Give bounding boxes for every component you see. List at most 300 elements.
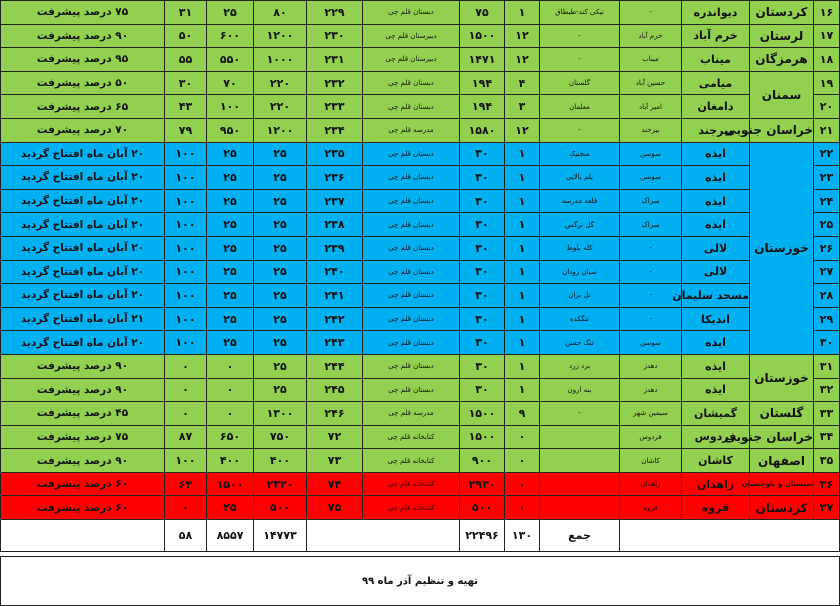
district-cell: خرم آباد bbox=[620, 24, 682, 48]
code-cell: ۲۴۳ bbox=[307, 331, 363, 355]
table-row bbox=[1, 1, 840, 25]
area-cell: ۳۰ bbox=[460, 189, 505, 213]
count-cell: ۱ bbox=[505, 260, 540, 284]
school-type-cell: دبستان قلم چی bbox=[363, 189, 460, 213]
village-cell bbox=[540, 472, 620, 496]
city-cell: ایذه bbox=[682, 378, 750, 402]
code-cell: ۲۳۸ bbox=[307, 213, 363, 237]
area-cell: ۳۰ bbox=[460, 307, 505, 331]
status-cell: ۹۰ درصد پیشرفت bbox=[1, 449, 165, 473]
village-cell: قلعه مدرسه bbox=[540, 189, 620, 213]
totals-label: جمع bbox=[540, 520, 620, 552]
value-b-cell: ۲۵ bbox=[207, 307, 254, 331]
count-cell: ۱۲ bbox=[505, 48, 540, 72]
district-cell: - bbox=[620, 1, 682, 25]
table-row bbox=[1, 95, 840, 119]
table-row bbox=[1, 402, 840, 426]
count-cell: ۱ bbox=[505, 189, 540, 213]
value-b-cell: ۱۵۰۰ bbox=[207, 472, 254, 496]
value-c-cell: ۱۰۰ bbox=[165, 166, 207, 190]
table-row bbox=[1, 71, 840, 95]
district-cell: زاهدان bbox=[620, 472, 682, 496]
value-b-cell: ۲۵ bbox=[207, 284, 254, 308]
value-c-cell: ۳۰ bbox=[165, 71, 207, 95]
status-cell: ۷۰ درصد پیشرفت bbox=[1, 118, 165, 142]
code-cell: ۷۴ bbox=[307, 472, 363, 496]
value-a-cell: ۴۰۰ bbox=[254, 449, 307, 473]
village-cell bbox=[540, 449, 620, 473]
table-row bbox=[1, 236, 840, 260]
value-a-cell: ۱۰۰۰ bbox=[254, 48, 307, 72]
village-cell: - bbox=[540, 24, 620, 48]
value-c-cell: ۱۰۰ bbox=[165, 307, 207, 331]
school-type-cell: دبستان قلم چی bbox=[363, 213, 460, 237]
school-type-cell: دبستان قلم چی bbox=[363, 284, 460, 308]
status-cell: ۷۵ درصد پیشرفت bbox=[1, 425, 165, 449]
village-cell: سیان رودان bbox=[540, 260, 620, 284]
village-cell: - bbox=[540, 48, 620, 72]
area-cell: ۱۹۴ bbox=[460, 71, 505, 95]
province-cell: خراسان جنوبی bbox=[750, 425, 814, 449]
value-b-cell: ۶۰۰ bbox=[207, 24, 254, 48]
city-cell: میناب bbox=[682, 48, 750, 72]
district-cell: دهدز bbox=[620, 354, 682, 378]
area-cell: ۳۰ bbox=[460, 166, 505, 190]
value-c-cell: ۷۹ bbox=[165, 118, 207, 142]
table-row bbox=[1, 142, 840, 166]
village-cell: برد زرد bbox=[540, 354, 620, 378]
status-cell: ۹۵ درصد پیشرفت bbox=[1, 48, 165, 72]
count-cell: ۱۲ bbox=[505, 118, 540, 142]
city-cell: ایذه bbox=[682, 213, 750, 237]
value-b-cell: ۱۰۰ bbox=[207, 95, 254, 119]
code-cell: ۲۳۳ bbox=[307, 95, 363, 119]
value-a-cell: ۲۵ bbox=[254, 260, 307, 284]
table-row bbox=[1, 260, 840, 284]
district-cell: کاشان bbox=[620, 449, 682, 473]
count-cell: ۱ bbox=[505, 166, 540, 190]
city-cell: بیرجند bbox=[682, 118, 750, 142]
school-type-cell: دبستان قلم چی bbox=[363, 95, 460, 119]
area-cell: ۱۹۴ bbox=[460, 95, 505, 119]
code-cell: ۲۴۶ bbox=[307, 402, 363, 426]
count-cell: ۱ bbox=[505, 354, 540, 378]
code-cell: ۲۳۲ bbox=[307, 71, 363, 95]
district-cell: فردوس bbox=[620, 425, 682, 449]
row-number-cell: ۱۷ bbox=[814, 24, 840, 48]
area-cell: ۱۴۷۱ bbox=[460, 48, 505, 72]
value-b-cell: ۶۵۰ bbox=[207, 425, 254, 449]
status-cell: ۲۰ آبان ماه افتتاح گردید bbox=[1, 236, 165, 260]
school-type-cell: دبستان قلم چی bbox=[363, 71, 460, 95]
count-cell: ۱ bbox=[505, 378, 540, 402]
totals-value-c: ۵۸ bbox=[165, 520, 207, 552]
totals-blank-cell bbox=[1, 520, 165, 552]
school-type-cell: کتابخانه قلم چی bbox=[363, 472, 460, 496]
city-cell: دیواندره bbox=[682, 1, 750, 25]
value-b-cell: ۲۵ bbox=[207, 189, 254, 213]
area-cell: ۳۰ bbox=[460, 142, 505, 166]
count-cell: ۰ bbox=[505, 472, 540, 496]
value-b-cell: ۰ bbox=[207, 402, 254, 426]
code-cell: ۲۳۶ bbox=[307, 166, 363, 190]
province-cell: هرمزگان bbox=[750, 48, 814, 72]
village-cell: گل نرگس bbox=[540, 213, 620, 237]
status-cell: ۲۰ آبان ماه افتتاح گردید bbox=[1, 284, 165, 308]
district-cell: سوسن bbox=[620, 331, 682, 355]
status-cell: ۶۵ درصد پیشرفت bbox=[1, 95, 165, 119]
province-cell: لرستان bbox=[750, 24, 814, 48]
area-cell: ۷۵ bbox=[460, 1, 505, 25]
city-cell: لالی bbox=[682, 260, 750, 284]
row-number-cell: ۳۷ bbox=[814, 496, 840, 520]
table-row bbox=[1, 284, 840, 308]
value-a-cell: ۱۲۰۰ bbox=[254, 24, 307, 48]
value-a-cell: ۲۵ bbox=[254, 236, 307, 260]
value-b-cell: ۷۰ bbox=[207, 71, 254, 95]
value-c-cell: ۵۵ bbox=[165, 48, 207, 72]
city-cell: زاهدان bbox=[682, 472, 750, 496]
school-type-cell: مدرسه قلم چی bbox=[363, 118, 460, 142]
city-cell: مسجد سلیمان bbox=[682, 284, 750, 308]
city-cell: میامی bbox=[682, 71, 750, 95]
code-cell: ۲۴۵ bbox=[307, 378, 363, 402]
table-row bbox=[1, 496, 840, 520]
value-c-cell: ۴۳ bbox=[165, 95, 207, 119]
code-cell: ۲۴۲ bbox=[307, 307, 363, 331]
area-cell: ۳۰ bbox=[460, 213, 505, 237]
row-number-cell: ۲۸ bbox=[814, 284, 840, 308]
area-cell: ۲۹۳۰ bbox=[460, 472, 505, 496]
code-cell: ۲۳۵ bbox=[307, 142, 363, 166]
value-a-cell: ۲۵ bbox=[254, 307, 307, 331]
school-type-cell: دبستان قلم چی bbox=[363, 236, 460, 260]
district-cell: میناب bbox=[620, 48, 682, 72]
count-cell: ۱۲ bbox=[505, 24, 540, 48]
city-cell: ایذه bbox=[682, 166, 750, 190]
count-cell: ۹ bbox=[505, 402, 540, 426]
value-c-cell: ۱۰۰ bbox=[165, 260, 207, 284]
row-number-cell: ۲۹ bbox=[814, 307, 840, 331]
code-cell: ۲۳۴ bbox=[307, 118, 363, 142]
table-row bbox=[1, 425, 840, 449]
area-cell: ۹۰۰ bbox=[460, 449, 505, 473]
count-cell: ۱ bbox=[505, 1, 540, 25]
value-c-cell: ۱۰۰ bbox=[165, 331, 207, 355]
totals-blank-cell bbox=[620, 520, 840, 552]
row-number-cell: ۱۹ bbox=[814, 71, 840, 95]
value-b-cell: ۲۵ bbox=[207, 331, 254, 355]
count-cell: ۱ bbox=[505, 331, 540, 355]
row-number-cell: ۳۶ bbox=[814, 472, 840, 496]
area-cell: ۱۵۰۰ bbox=[460, 425, 505, 449]
table-row bbox=[1, 378, 840, 402]
totals-value-b: ۸۵۵۷ bbox=[207, 520, 254, 552]
code-cell: ۲۳۱ bbox=[307, 48, 363, 72]
value-c-cell: ۱۰۰ bbox=[165, 449, 207, 473]
status-cell: ۲۱ آبان ماه افتتاح گردید bbox=[1, 307, 165, 331]
value-a-cell: ۲۲۰ bbox=[254, 71, 307, 95]
school-type-cell: دبستان قلم چی bbox=[363, 307, 460, 331]
totals-row bbox=[1, 520, 840, 552]
status-cell: ۲۰ آبان ماه افتتاح گردید bbox=[1, 260, 165, 284]
totals-blank-cell bbox=[307, 520, 460, 552]
school-type-cell: مدرسه قلم چی bbox=[363, 402, 460, 426]
province-cell: اصفهان bbox=[750, 449, 814, 473]
province-cell: خوزستان bbox=[750, 142, 814, 354]
school-type-cell: دبستان قلم چی bbox=[363, 1, 460, 25]
value-c-cell: ۶۴ bbox=[165, 472, 207, 496]
district-cell: - bbox=[620, 260, 682, 284]
village-cell bbox=[540, 496, 620, 520]
school-type-cell: دبستان قلم چی bbox=[363, 166, 460, 190]
city-cell: کاشان bbox=[682, 449, 750, 473]
code-cell: ۷۵ bbox=[307, 496, 363, 520]
city-cell: ایذه bbox=[682, 331, 750, 355]
village-cell: - bbox=[540, 118, 620, 142]
value-b-cell: ۵۵۰ bbox=[207, 48, 254, 72]
value-a-cell: ۱۲۰۰ bbox=[254, 118, 307, 142]
code-cell: ۷۲ bbox=[307, 425, 363, 449]
row-number-cell: ۳۳ bbox=[814, 402, 840, 426]
district-cell: قروه bbox=[620, 496, 682, 520]
area-cell: ۳۰ bbox=[460, 284, 505, 308]
province-cell: کردستان bbox=[750, 1, 814, 25]
code-cell: ۲۳۰ bbox=[307, 24, 363, 48]
city-cell: قروه bbox=[682, 496, 750, 520]
status-cell: ۲۰ آبان ماه افتتاح گردید bbox=[1, 142, 165, 166]
village-cell: - bbox=[540, 402, 620, 426]
village-cell: معلمان bbox=[540, 95, 620, 119]
row-number-cell: ۲۶ bbox=[814, 236, 840, 260]
province-cell: سیستان و بلوچستان bbox=[750, 472, 814, 496]
province-cell: خوزستان bbox=[750, 354, 814, 401]
village-cell: نیکی کند-طیطاق bbox=[540, 1, 620, 25]
code-cell: ۷۳ bbox=[307, 449, 363, 473]
count-cell: ۰ bbox=[505, 449, 540, 473]
school-type-cell: کتابخانه قلم چی bbox=[363, 496, 460, 520]
village-cell: کله بلوط bbox=[540, 236, 620, 260]
city-cell: اندیکا bbox=[682, 307, 750, 331]
city-cell: ایذه bbox=[682, 189, 750, 213]
area-cell: ۳۰ bbox=[460, 236, 505, 260]
code-cell: ۲۲۹ bbox=[307, 1, 363, 25]
row-number-cell: ۳۱ bbox=[814, 354, 840, 378]
table-row bbox=[1, 331, 840, 355]
province-cell: سمنان bbox=[750, 71, 814, 118]
table-row bbox=[1, 472, 840, 496]
school-type-cell: دبستان قلم چی bbox=[363, 378, 460, 402]
value-b-cell: ۲۵ bbox=[207, 1, 254, 25]
count-cell: ۱ bbox=[505, 213, 540, 237]
value-c-cell: ۱۰۰ bbox=[165, 213, 207, 237]
value-a-cell: ۲۵ bbox=[254, 354, 307, 378]
row-number-cell: ۲۳ bbox=[814, 166, 840, 190]
code-cell: ۲۳۷ bbox=[307, 189, 363, 213]
district-cell: دهدز bbox=[620, 378, 682, 402]
village-cell: گلستان bbox=[540, 71, 620, 95]
value-c-cell: ۸۷ bbox=[165, 425, 207, 449]
count-cell: ۴ bbox=[505, 71, 540, 95]
table-row bbox=[1, 166, 840, 190]
row-number-cell: ۳۲ bbox=[814, 378, 840, 402]
table-row bbox=[1, 449, 840, 473]
city-cell: گمیشان bbox=[682, 402, 750, 426]
city-cell: ایذه bbox=[682, 354, 750, 378]
row-number-cell: ۲۰ bbox=[814, 95, 840, 119]
value-c-cell: ۱۰۰ bbox=[165, 142, 207, 166]
count-cell: ۰ bbox=[505, 496, 540, 520]
count-cell: ۱ bbox=[505, 236, 540, 260]
count-cell: ۱ bbox=[505, 142, 540, 166]
value-c-cell: ۰ bbox=[165, 496, 207, 520]
footer-note: تهیه و تنظیم آذر ماه ۹۹ bbox=[1, 557, 840, 606]
value-c-cell: ۰ bbox=[165, 378, 207, 402]
district-cell: سوسن bbox=[620, 166, 682, 190]
district-cell: امیر آباد bbox=[620, 95, 682, 119]
status-cell: ۹۰ درصد پیشرفت bbox=[1, 354, 165, 378]
code-cell: ۲۴۴ bbox=[307, 354, 363, 378]
district-cell: سوسن bbox=[620, 142, 682, 166]
table-row bbox=[1, 24, 840, 48]
status-cell: ۹۰ درصد پیشرفت bbox=[1, 24, 165, 48]
value-a-cell: ۲۲۰ bbox=[254, 95, 307, 119]
value-b-cell: ۲۵ bbox=[207, 213, 254, 237]
value-c-cell: ۱۰۰ bbox=[165, 189, 207, 213]
province-cell: خراسان جنوبی bbox=[750, 118, 814, 142]
value-b-cell: ۰ bbox=[207, 354, 254, 378]
value-c-cell: ۵۰ bbox=[165, 24, 207, 48]
row-number-cell: ۲۷ bbox=[814, 260, 840, 284]
school-type-cell: دبیرستان قلم چی bbox=[363, 48, 460, 72]
count-cell: ۰ bbox=[505, 425, 540, 449]
area-cell: ۳۰ bbox=[460, 354, 505, 378]
row-number-cell: ۲۱ bbox=[814, 118, 840, 142]
district-cell: سراک bbox=[620, 189, 682, 213]
village-cell: پلم بالایی bbox=[540, 166, 620, 190]
school-type-cell: کتابخانه قلم چی bbox=[363, 425, 460, 449]
value-a-cell: ۵۰۰ bbox=[254, 496, 307, 520]
value-a-cell: ۲۵ bbox=[254, 378, 307, 402]
area-cell: ۱۵۸۰ bbox=[460, 118, 505, 142]
school-type-cell: کتابخانه قلم چی bbox=[363, 449, 460, 473]
value-c-cell: ۳۱ bbox=[165, 1, 207, 25]
value-a-cell: ۸۰ bbox=[254, 1, 307, 25]
status-cell: ۵۰ درصد پیشرفت bbox=[1, 71, 165, 95]
village-cell: تنگکده bbox=[540, 307, 620, 331]
status-cell: ۹۰ درصد پیشرفت bbox=[1, 378, 165, 402]
value-b-cell: ۲۵ bbox=[207, 496, 254, 520]
value-a-cell: ۲۳۲۰ bbox=[254, 472, 307, 496]
row-number-cell: ۲۴ bbox=[814, 189, 840, 213]
area-cell: ۱۵۰۰ bbox=[460, 402, 505, 426]
city-cell: لالی bbox=[682, 236, 750, 260]
school-type-cell: دبستان قلم چی bbox=[363, 331, 460, 355]
table-row bbox=[1, 307, 840, 331]
code-cell: ۲۴۰ bbox=[307, 260, 363, 284]
table-row bbox=[1, 48, 840, 72]
district-cell: بیرجند bbox=[620, 118, 682, 142]
school-type-cell: دبستان قلم چی bbox=[363, 354, 460, 378]
row-number-cell: ۱۶ bbox=[814, 1, 840, 25]
count-cell: ۳ bbox=[505, 95, 540, 119]
value-b-cell: ۲۵ bbox=[207, 236, 254, 260]
status-cell: ۴۵ درصد پیشرفت bbox=[1, 402, 165, 426]
area-cell: ۱۵۰۰ bbox=[460, 24, 505, 48]
value-a-cell: ۲۵ bbox=[254, 331, 307, 355]
table-row bbox=[1, 213, 840, 237]
status-cell: ۲۰ آبان ماه افتتاح گردید bbox=[1, 189, 165, 213]
status-cell: ۲۰ آبان ماه افتتاح گردید bbox=[1, 331, 165, 355]
table-row bbox=[1, 189, 840, 213]
district-cell: حسین آباد bbox=[620, 71, 682, 95]
status-cell: ۷۵ درصد پیشرفت bbox=[1, 1, 165, 25]
row-number-cell: ۳۴ bbox=[814, 425, 840, 449]
city-cell: دامغان bbox=[682, 95, 750, 119]
status-cell: ۶۰ درصد پیشرفت bbox=[1, 472, 165, 496]
value-a-cell: ۱۳۰۰ bbox=[254, 402, 307, 426]
area-cell: ۳۰ bbox=[460, 260, 505, 284]
value-a-cell: ۲۵ bbox=[254, 166, 307, 190]
value-b-cell: ۲۵ bbox=[207, 260, 254, 284]
value-c-cell: ۰ bbox=[165, 354, 207, 378]
province-cell: کردستان bbox=[750, 496, 814, 520]
row-number-cell: ۳۰ bbox=[814, 331, 840, 355]
status-cell: ۶۰ درصد پیشرفت bbox=[1, 496, 165, 520]
village-cell bbox=[540, 425, 620, 449]
school-type-cell: دبستان قلم چی bbox=[363, 142, 460, 166]
village-cell: منجنیک bbox=[540, 142, 620, 166]
value-b-cell: ۰ bbox=[207, 378, 254, 402]
district-cell: سراک bbox=[620, 213, 682, 237]
value-c-cell: ۱۰۰ bbox=[165, 284, 207, 308]
footer-row bbox=[1, 557, 840, 606]
row-number-cell: ۳۵ bbox=[814, 449, 840, 473]
area-cell: ۳۰ bbox=[460, 378, 505, 402]
area-cell: ۵۰۰ bbox=[460, 496, 505, 520]
value-c-cell: ۱۰۰ bbox=[165, 236, 207, 260]
province-cell: گلستان bbox=[750, 402, 814, 426]
value-c-cell: ۰ bbox=[165, 402, 207, 426]
value-a-cell: ۲۵ bbox=[254, 142, 307, 166]
totals-area: ۲۲۴۹۶ bbox=[460, 520, 505, 552]
table-body bbox=[1, 1, 840, 606]
count-cell: ۱ bbox=[505, 307, 540, 331]
value-b-cell: ۲۵ bbox=[207, 166, 254, 190]
table-row bbox=[1, 118, 840, 142]
totals-value-a: ۱۴۷۷۳ bbox=[254, 520, 307, 552]
status-cell: ۲۰ آبان ماه افتتاح گردید bbox=[1, 213, 165, 237]
area-cell: ۳۰ bbox=[460, 331, 505, 355]
city-cell: ایذه bbox=[682, 142, 750, 166]
value-b-cell: ۹۵۰ bbox=[207, 118, 254, 142]
value-a-cell: ۲۵ bbox=[254, 213, 307, 237]
row-number-cell: ۱۸ bbox=[814, 48, 840, 72]
value-b-cell: ۲۵ bbox=[207, 142, 254, 166]
village-cell: تل بزان bbox=[540, 284, 620, 308]
value-a-cell: ۷۵۰ bbox=[254, 425, 307, 449]
code-cell: ۲۴۱ bbox=[307, 284, 363, 308]
row-number-cell: ۲۵ bbox=[814, 213, 840, 237]
village-cell: بنه ارون bbox=[540, 378, 620, 402]
school-type-cell: دبستان قلم چی bbox=[363, 260, 460, 284]
value-a-cell: ۲۵ bbox=[254, 284, 307, 308]
row-number-cell: ۲۲ bbox=[814, 142, 840, 166]
value-b-cell: ۴۰۰ bbox=[207, 449, 254, 473]
district-cell: - bbox=[620, 236, 682, 260]
district-cell: - bbox=[620, 284, 682, 308]
city-cell: فردوس bbox=[682, 425, 750, 449]
